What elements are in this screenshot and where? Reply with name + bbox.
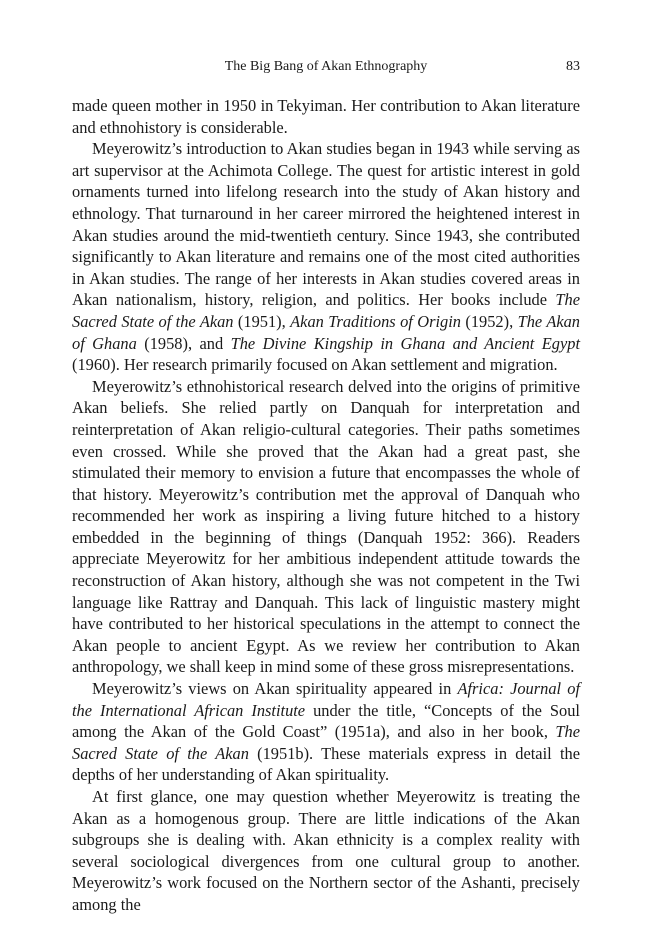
page-header (72, 58, 580, 80)
text-run: (1960). Her research primarily focused on Akan settlement and migration. (72, 355, 558, 375)
italic-title: Akan Traditions of Origin (290, 311, 461, 331)
paragraph-meyerowitz-introduction (72, 138, 580, 376)
text-run: At first glance, one may question whether Meyerowitz is treating the Akan as a homogenous group. There are little indications of the Akan subgroups she is dealing with. Akan ethnicity is a complex reality with several sociological divergences from one cultural group to another. Meyerowitz’s work focused on the Northern sector of the Ashanti, precisely among the (72, 787, 580, 914)
text-run: (1958), and (136, 333, 231, 353)
book-page (72, 58, 580, 916)
text-run: Meyerowitz’s views on Akan spirituality appeared in (92, 679, 458, 699)
text-run: Meyerowitz’s ethnohistorical research delved into the origins of primitive Akan beliefs. She relied partly on Danquah for interpretation and reinterpretation of Akan religio-cultural categories. Their paths sometimes even crossed. While she proved that the Akan had a great past, she stimulated their memory to envision a future that encompasses the whole of that history. Meyerowitz’s contribution met the approval of Danquah who recommended her work as inspiring a living future hitched to a history embedded in the beginning of things (Danquah 1952: 366). Readers appreciate Meyerowitz for her ambitious independent attitude towards the reconstruction of Akan history, although she was not competent in the Twi language like Rattray and Danquah. This lack of linguistic mastery might have contributed to her historical speculations in the attempt to connect the Akan people to ancient Egypt. As we review her contribution to Akan anthropology, we shall keep in mind some of these gross misrepresentations. (72, 376, 580, 677)
italic-title: The Sacred State of the Akan (72, 722, 580, 763)
italic-title: The Akan of Ghana (72, 311, 580, 353)
text-run: (1952), (460, 311, 518, 331)
text-run: made queen mother in 1950 in Tekyiman. Her contribution to Akan literature and ethnohistory is considerable. (72, 96, 580, 137)
italic-title: Africa: Journal of the International African Institute (72, 679, 580, 720)
italic-title: The Sacred State of the Akan (72, 290, 580, 331)
text-run: under the title, “Concepts of the Soul among the Akan of the Gold Coast” (1951a), and also in her book, (72, 700, 580, 742)
paragraph-ethnohistorical-research (72, 376, 580, 678)
text-run: (1951), (233, 311, 291, 331)
text-run: (1951b). These materials express in detail the depths of her understanding of Akan spirituality. (72, 743, 580, 785)
paragraph-continuation (72, 95, 580, 138)
paragraph-homogenous-group (72, 786, 580, 916)
text-run: Meyerowitz’s introduction to Akan studies began in 1943 while serving as art supervisor at the Achimota College. The quest for artistic interest in gold ornaments turned into lifelong research into the study of Akan history and ethnology. That turnaround in her career mirrored the heightened interest in Akan studies around the mid-twentieth century. Since 1943, she contributed significantly to Akan literature and remains one of the most cited authorities in Akan studies. The range of her interests in Akan studies covered areas in Akan nationalism, history, religion, and politics. Her books include (72, 139, 580, 310)
page-number: 83 (566, 59, 580, 74)
paragraph-akan-spirituality (72, 678, 580, 786)
italic-title: The Divine Kingship in Ghana and Ancient Egypt (230, 333, 581, 353)
running-title: The Big Bang of Akan Ethnography (224, 59, 428, 74)
body-text (72, 95, 580, 916)
